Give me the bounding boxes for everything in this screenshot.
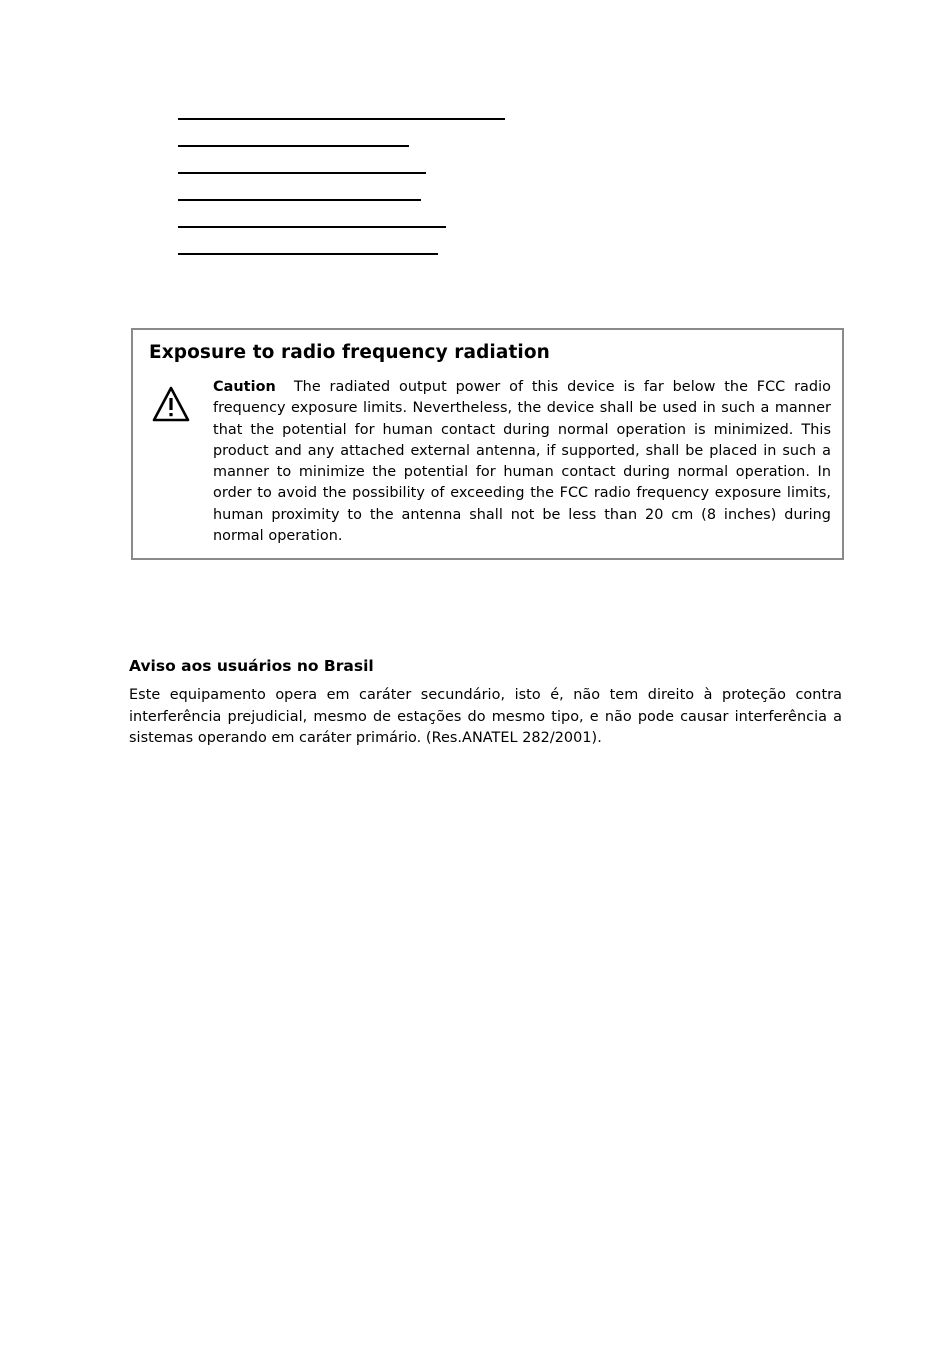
warning-triangle-icon [151, 385, 191, 423]
caution-body: The radiated output power of this device is far below the FCC radio frequency exposure limits. Nevertheless, the device shall be used in such a manner that the potential for human contact during normal operation is minimized. This product and any attached external antenna, if supported, shall be placed in such a manner to minimize the potential for human contact during normal operation. In order to avoid the possibility of exceeding the FCC radio frequency exposure limits, human proximity to the antenna shall not be less than 20 cm (8 inches) during normal operation. [213, 379, 831, 545]
rf-exposure-notice-box [131, 328, 844, 560]
brasil-notice-heading: Aviso aos usuários no Brasil [129, 657, 374, 675]
toc-link-underline[interactable] [178, 199, 421, 201]
toc-link-list [178, 118, 505, 280]
toc-link-underline[interactable] [178, 253, 438, 255]
toc-link-underline[interactable] [178, 172, 426, 174]
toc-link-underline[interactable] [178, 118, 505, 120]
toc-link-underline[interactable] [178, 226, 446, 228]
toc-link-underline[interactable] [178, 145, 409, 147]
caution-paragraph [213, 377, 831, 547]
caution-label: Caution [213, 379, 276, 395]
rf-notice-title: Exposure to radio frequency radiation [149, 342, 550, 363]
brasil-notice-body: Este equipamento opera em caráter secundário, isto é, não tem direito à proteção contra interferência prejudicial, mesmo de estações do mesmo tipo, e não pode causar interferência a sistemas operando em caráter primário. (Res.ANATEL 282/2001). [129, 687, 842, 746]
